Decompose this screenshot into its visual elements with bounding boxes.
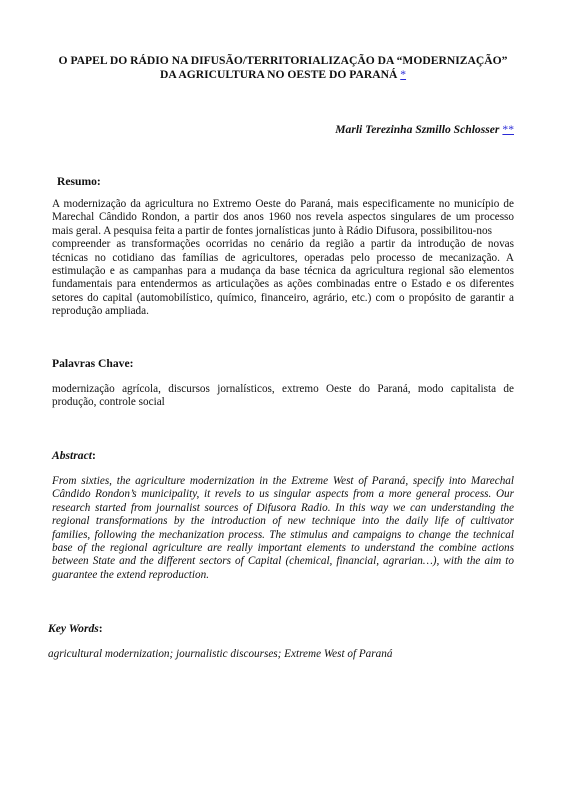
author-footnote-link[interactable]: ** <box>502 123 514 136</box>
key-words-body <box>48 648 510 661</box>
author-name: Marli Terezinha Szmillo Schlosser <box>335 123 500 136</box>
title-line-2 <box>40 68 526 82</box>
resumo-line: reprodução ampliada. <box>52 305 149 318</box>
palavras-chave-heading: Palavras Chave: <box>52 357 134 370</box>
palavras-chave-line: modernização agrícola, discursos jornalísticos, extremo Oeste do Paraná, modo capitalista de <box>52 383 514 395</box>
palavras-chave-line: produção, controle social <box>52 396 165 409</box>
resumo-line: fundamentais para entendermos as articulações as ações combinadas entre o Estado e os diferentes <box>52 278 514 291</box>
abstract-heading-colon: : <box>91 449 96 462</box>
abstract-line: research started from journalist sources of Difusora Radio. In this way we can understanding the <box>52 501 514 514</box>
resumo-line: Marechal Cândido Rondon, a partir dos anos 1960 nos revela aspectos singulares de um processo <box>52 211 514 224</box>
abstract-line: base of the regional agriculture are really important elements to understand the combine actions <box>52 542 514 555</box>
title-line-2-text: DA AGRICULTURA NO OESTE DO PARANÁ <box>159 68 398 81</box>
resumo-body <box>52 198 514 319</box>
resumo-line: compreender as transformações ocorridas no cenário da região a partir da introdução de novas <box>52 238 514 251</box>
abstract-line: Cândido Rondon’s municipality, it revels to us singular aspects from a more general process. Our <box>52 488 514 501</box>
paper-title <box>40 54 526 82</box>
author-line <box>335 123 514 136</box>
resumo-line: estimulação e as campanhas para a mudança da base técnica da agricultura regional são elementos <box>52 265 514 278</box>
abstract-line: families, following the mechanization process. The stimulus and campaigns to change the technical <box>52 528 514 541</box>
abstract-line: From sixties, the agriculture modernization in the Extreme West of Paraná, specify into Marechal <box>52 475 514 487</box>
abstract-heading-text: Abstract <box>52 449 92 462</box>
resumo-line: técnicas no cotidiano das famílias de agricultores, operadas pelo processo de mecanização. A <box>52 251 514 264</box>
abstract-line: between State and the different sectors of Capital (chemical, financial, agrarian…), with the aim to <box>52 555 514 568</box>
abstract-line: guarantee the extend reproduction. <box>52 568 209 581</box>
key-words-text: agricultural modernization; journalistic discourses; Extreme West of Paraná <box>48 648 393 660</box>
resumo-line: mais geral. A pesquisa feita a partir de fontes jornalísticas junto à Rádio Difusora, possibilitou-nos <box>52 224 492 237</box>
key-words-heading <box>48 622 103 635</box>
title-line-1: O PAPEL DO RÁDIO NA DIFUSÃO/TERRITORIALIZAÇÃO DA “MODERNIZAÇÃO” <box>58 54 508 67</box>
resumo-line: A modernização da agricultura no Extremo Oeste do Paraná, mais especificamente no município de <box>52 198 514 210</box>
resumo-line: setores do capital (automobilístico, químico, financeiro, agrário, etc.) com o propósito de garantir a <box>52 291 514 304</box>
resumo-heading: Resumo: <box>57 175 101 188</box>
key-words-heading-text: Key Words <box>48 622 99 635</box>
title-footnote-link[interactable]: * <box>400 68 407 81</box>
abstract-body <box>52 475 514 582</box>
abstract-heading <box>52 449 96 462</box>
palavras-chave-body <box>52 383 514 410</box>
abstract-line: regional transformations by the introduction of new technique into the daily life of cultivator <box>52 515 514 528</box>
key-words-heading-colon: : <box>98 622 103 635</box>
